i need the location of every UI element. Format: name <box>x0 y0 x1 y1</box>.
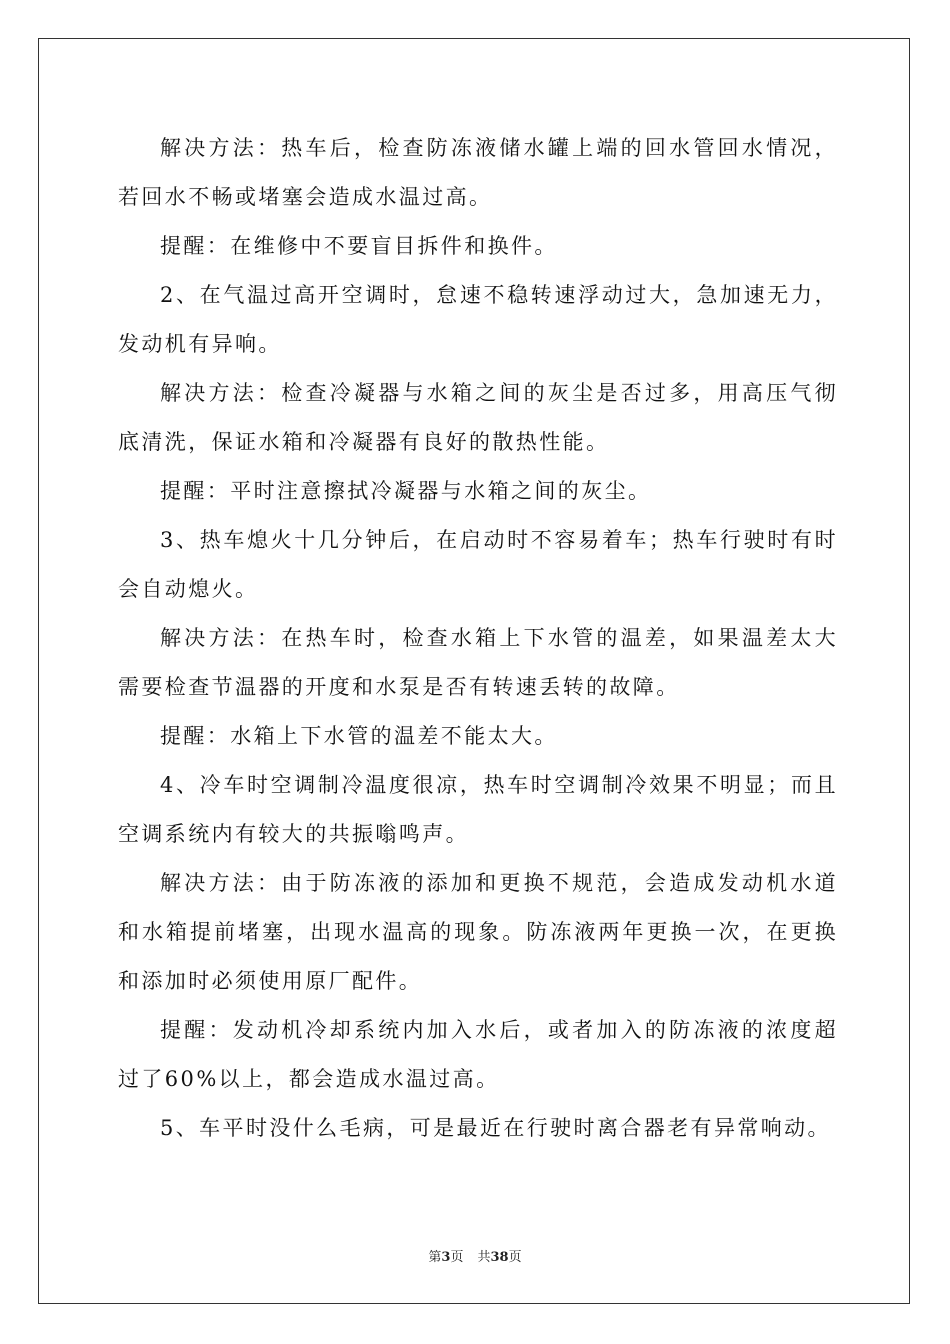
page-footer <box>0 1246 950 1265</box>
paragraph: 4、冷车时空调制冷温度很凉，热车时空调制冷效果不明显；而且空调系统内有较大的共振嗡鸣声。 <box>118 773 838 846</box>
paragraph: 解决方法：在热车时，检查水箱上下水管的温差，如果温差太大需要检查节温器的开度和水泵是否有转速丢转的故障。 <box>118 626 838 699</box>
paragraph: 提醒：水箱上下水管的温差不能太大。 <box>160 724 558 748</box>
total-pages-number: 38 <box>490 1250 509 1265</box>
paragraph: 提醒：平时注意擦拭冷凝器与水箱之间的灰尘。 <box>160 479 652 503</box>
current-page-number: 3 <box>441 1250 451 1265</box>
paragraph: 解决方法：检查冷凝器与水箱之间的灰尘是否过多，用高压气彻底清洗，保证水箱和冷凝器有良好的散热性能。 <box>118 381 838 454</box>
paragraph: 3、热车熄火十几分钟后，在启动时不容易着车；热车行驶时有时会自动熄火。 <box>118 528 838 601</box>
document-body <box>118 124 838 1153</box>
total-pages-indicator: 共38页 <box>477 1250 522 1265</box>
paragraph: 解决方法：由于防冻液的添加和更换不规范，会造成发动机水道和水箱提前堵塞，出现水温高的现象。防冻液两年更换一次，在更换和添加时必须使用原厂配件。 <box>118 871 838 993</box>
paragraph: 2、在气温过高开空调时，怠速不稳转速浮动过大，急加速无力，发动机有异响。 <box>118 283 838 356</box>
paragraph: 提醒：发动机冷却系统内加入水后，或者加入的防冻液的浓度超过了60%以上，都会造成水温过高。 <box>118 1018 838 1091</box>
paragraph: 提醒：在维修中不要盲目拆件和换件。 <box>160 234 558 258</box>
paragraph: 解决方法：热车后，检查防冻液储水罐上端的回水管回水情况，若回水不畅或堵塞会造成水温过高。 <box>118 136 838 209</box>
paragraph: 5、车平时没什么毛病，可是最近在行驶时离合器老有异常响动。 <box>160 1116 831 1140</box>
page-indicator: 第3页 <box>428 1250 464 1265</box>
